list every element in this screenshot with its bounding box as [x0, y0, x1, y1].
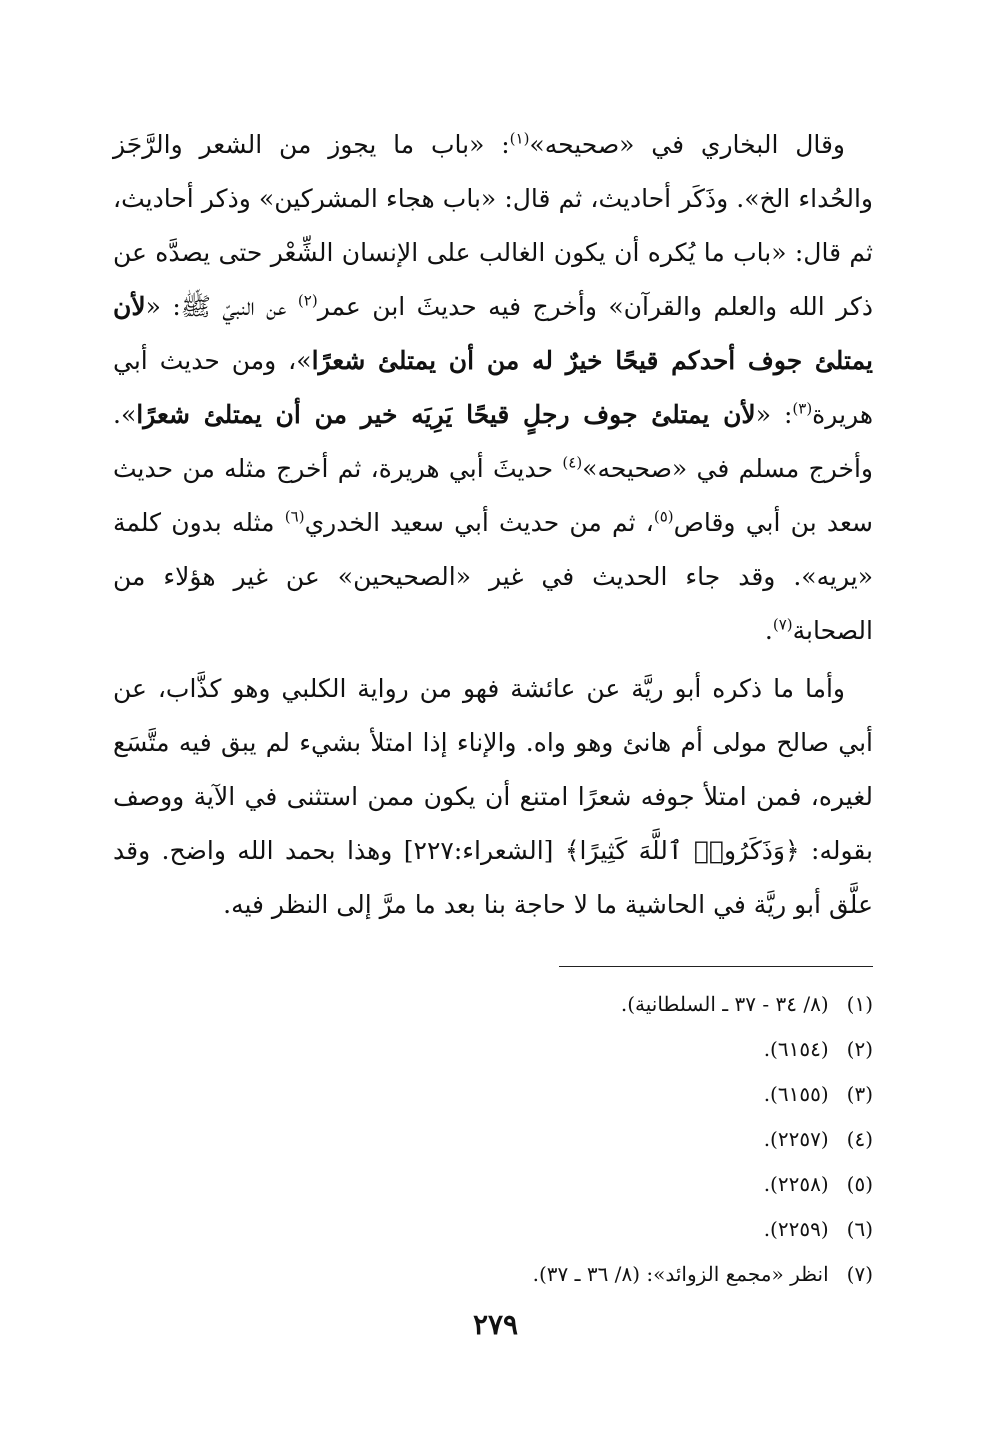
footnote-reference: (٣)	[792, 399, 813, 418]
text-run: : «باب ما يجوز من الشعر والرَّجَز والحُداء الخ». وذَكَر أحاديث، ثم قال: «باب هجاء المشركين» وذكر أحاديث، ثم قال: «باب ما يُكره أن يكون الغالب على الإنسان الشِّعْر حتى يصدَّه عن ذكر الله والعلم والقرآن» وأخرج فيه حديثَ ابن عمر	[113, 130, 874, 321]
hadith-quote: لأن يمتلئ جوف رجلٍ قيحًا يَرِيَه خير من أن يمتلئ شعرًا	[136, 400, 756, 429]
footnote-reference: (٢)	[297, 291, 318, 310]
paragraph	[113, 662, 873, 932]
page-number: ٢٧٩	[472, 1308, 519, 1341]
footnote-text: (٨/ ٣٤ - ٣٧ ـ السلطانية).	[620, 992, 829, 1016]
footnote	[113, 1072, 873, 1117]
footnote-text: (٢٢٥٧).	[763, 1127, 829, 1151]
footnote	[113, 1027, 873, 1072]
footnote-text: انظر «مجمع الزوائد»: (٨/ ٣٦ ـ ٣٧).	[532, 1262, 829, 1286]
footnote-reference: (٤)	[562, 453, 583, 472]
text-run: وقال البخاري في «صحيحه»	[529, 130, 846, 159]
text-run: وأما ما ذكره أبو ريَّة عن عائشة فهو من رواية الكلبي وهو كذَّاب، عن أبي صالح مولى أم هانئ وهو واه. والإناء إذا امتلأ بشيء لم يبق فيه متَّسَع لغيره، فمن امتلأ جوفه شعرًا امتنع أن يكون ممن استثنى في الآية ووصف بقوله: ﴿وَذَكَرُوا۟ ٱللَّهَ كَثِيرًا﴾ [الشعراء:٢٢٧] وهذا بحمد الله واضح. وقد علَّق أبو ريَّة في الحاشية ما لا حاجة بنا بعد ما مرَّ إلى النظر فيه.	[113, 674, 873, 919]
footnote-number: (٦)	[846, 1217, 873, 1241]
footnote	[113, 1162, 873, 1207]
text-run: مثله بدون كلمة «يريه». وقد جاء الحديث في غير «الصحيحين» عن غير هؤلاء من الصحابة	[113, 508, 873, 645]
footnote-separator	[559, 966, 873, 967]
footnote-text: (٦١٥٥).	[763, 1082, 829, 1106]
footnote-number: (٣)	[846, 1082, 873, 1106]
footnote-number: (٥)	[846, 1172, 873, 1196]
footnote-reference: (١)	[509, 129, 530, 148]
footnote-text: (٢٢٥٩).	[763, 1217, 829, 1241]
text-run: ». وأخرج مسلم في «صحيحه»	[113, 400, 873, 483]
main-text	[113, 118, 873, 932]
text-run: عن النبيّ ﷺ: «	[145, 292, 298, 321]
footnote-reference: (٥)	[653, 507, 674, 526]
footnote-reference: (٦)	[284, 507, 305, 526]
footnote-number: (١)	[846, 992, 873, 1016]
footnote	[113, 1117, 873, 1162]
hadith-quote: لأن يمتلئ جوف أحدكم قيحًا خيرٌ له من أن يمتلئ شعرًا	[113, 292, 873, 375]
footnote-reference: (٧)	[772, 615, 793, 634]
text-run: ، ثم من حديث أبي سعيد الخدري	[304, 508, 654, 537]
footnote	[113, 1252, 873, 1297]
text-run: : «	[755, 400, 793, 429]
paragraph	[113, 118, 873, 658]
footnote	[113, 1207, 873, 1252]
footnote-number: (٧)	[846, 1262, 873, 1286]
footnote-text: (٦١٥٤).	[763, 1037, 829, 1061]
text-run: .	[764, 616, 773, 645]
text-run: »، ومن حديث أبي هريرة	[113, 346, 873, 429]
text-run: حديثَ أبي هريرة، ثم أخرج مثله من حديث سعد بن أبي وقاص	[113, 454, 873, 537]
footnotes-list	[113, 982, 873, 1297]
footnote-number: (٤)	[846, 1127, 873, 1151]
footnote	[113, 982, 873, 1027]
footnote-text: (٢٢٥٨).	[763, 1172, 829, 1196]
footnote-number: (٢)	[846, 1037, 873, 1061]
